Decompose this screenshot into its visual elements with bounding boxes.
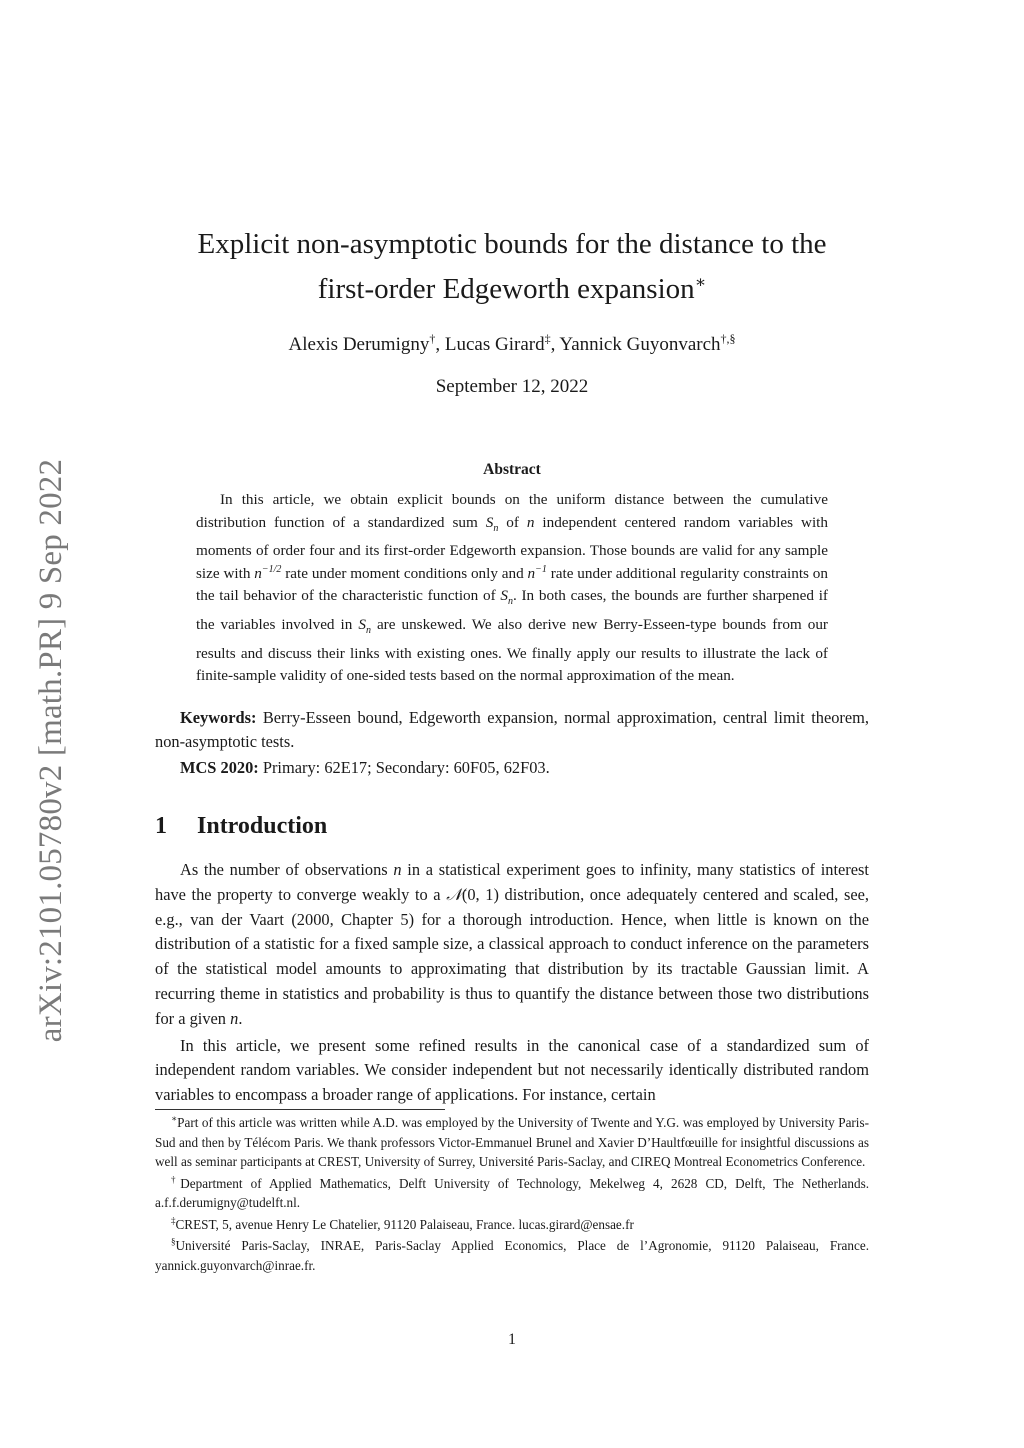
author-name: Alexis Derumigny [288, 334, 430, 355]
paper-title [150, 222, 874, 312]
abstract-fragment: rate under moment conditions only and [281, 564, 528, 582]
footnote-text: Part of this article was written while A.D. was employed by the University of Twente and Y.G. was employed by University Paris-Sud and then by Télécom Paris. We thank professors Victor-Emmanuel Brunel and Xavier D’Haultfœuille for insightful discussions as well as seminar participants at CREST, University of Surrey, Université Paris-Saclay, and CIREQ Montreal Econometrics Conference. [155, 1115, 869, 1169]
footnote-mark: ‡ [171, 1215, 176, 1226]
footnote [155, 1113, 869, 1172]
keywords [155, 706, 869, 754]
math-n-rate-one: $n^{-1}$ [527, 563, 547, 582]
math-S-n: $S_n$ [485, 513, 499, 534]
paragraph: As the number of observations n in a statistical experiment goes to infinity, many statistics of interest have the property to converge weakly to a 𝒩(0, 1) distribution, once adequately centered and scaled, see, e.g., van der Vaart (2000, Chapter 5) for a thorough introduction. Hence, when little is known on the distribution of a statistic for a fixed sample size, a classical approach to conduct inference on the parameters of the statistical model amounts to approximating that distribution by its tractable Gaussian limit. A recurring theme in statistics and probability is thus to quantify the distance between those two distributions for a given n. [155, 860, 869, 1028]
author-name: Lucas Girard [444, 334, 545, 355]
author-list [150, 332, 874, 358]
arxiv-identifier: arXiv:2101.05780v2 [math.PR] 9 Sep 2022 [33, 458, 70, 1042]
footnote-mark: § [171, 1236, 176, 1247]
publication-date: September 12, 2022 [435, 376, 589, 397]
author-affiliation-mark: †,§ [720, 331, 736, 346]
keywords-label: Keywords: [180, 708, 257, 727]
abstract-fragment: . In both cases, the bounds are further sharpened if the variables involved in [196, 587, 828, 634]
footnote [155, 1236, 869, 1275]
math-normal-dist: 𝒩(0, 1) [446, 884, 499, 904]
footnote-text: CREST, 5, avenue Henry Le Chatelier, 91120 Palaiseau, France. lucas.girard@ensae.fr [175, 1216, 634, 1232]
msc-text: Primary: 62E17; Secondary: 60F05, 62F03. [258, 758, 550, 777]
footnote [155, 1215, 869, 1235]
section-title: Introduction [197, 813, 328, 839]
footnote [155, 1174, 869, 1213]
author-affiliation-mark: ‡ [544, 331, 551, 346]
math-n: n [230, 1008, 239, 1028]
section-number: 1 [155, 813, 167, 839]
footnote-mark: † [171, 1174, 181, 1185]
footnote-mark: ∗ [171, 1113, 178, 1124]
math-n: n [526, 513, 535, 531]
footnote-text: Department of Applied Mathematics, Delft University of Technology, Mekelweg 4, 2628 CD, Delft, The Netherlands. a.f.f.derumigny@tudelft.nl. [155, 1175, 869, 1210]
abstract-fragment: are unskewed. We also derive new Berry-Esseen-type bounds from our results and discuss their links with existing ones. We finally apply our results to illustrate the lack of finite-sample validity of one-sided tests based on the normal approximation of the mean. [196, 616, 828, 685]
footnote-text: Université Paris-Saclay, INRAE, Paris-Saclay Applied Economics, Place de l’Agronomie, 91120 Palaiseau, France. yannick.guyonvarch@inrae.fr. [155, 1238, 869, 1273]
abstract-text [196, 489, 828, 688]
author-separator: , [550, 334, 556, 355]
math-n-rate-half: $n^{-1/2}$ [254, 563, 282, 582]
introduction-body [155, 858, 869, 1108]
title-line-2: first-order Edgeworth expansion [317, 273, 695, 305]
paragraph: In this article, we present some refined results in the canonical case of a standardized sum of independent random variables. We consider independent but not necessarily identically distributed random variables to encompass a broader range of applications. For instance, certain [155, 1035, 869, 1105]
footnote-divider [155, 1109, 445, 1110]
math-S-n: $S_n$ [358, 616, 371, 637]
abstract-fragment: rate under additional regularity constraints on the tail behavior of the characteristic function of [196, 564, 828, 605]
msc-label: MCS 2020: [180, 758, 259, 777]
author-separator: , [435, 334, 441, 355]
author-name: Yannick Guyonvarch [559, 334, 721, 355]
footnotes [155, 1113, 869, 1277]
title-footnote-mark: ∗ [694, 272, 707, 292]
abstract-fragment: independent centered random variables with moments of order four and its first-order Edgeworth expansion. Those bounds are valid for any sample size with [196, 513, 828, 582]
author-affiliation-mark: † [429, 331, 436, 346]
arxiv-margin-stamp [30, 440, 74, 1060]
abstract-fragment: of [498, 513, 527, 531]
math-n: n [393, 860, 402, 879]
abstract-fragment: In this article, we obtain explicit bounds on the uniform distance between the cumulative distribution function of a standardized sum [196, 491, 828, 531]
page-number: 1 [508, 1331, 516, 1348]
section-heading [155, 810, 327, 842]
math-S-n: $S_n$ [500, 587, 513, 608]
keywords-text: Berry-Esseen bound, Edgeworth expansion, normal approximation, central limit theorem, non-asymptotic tests. [155, 708, 869, 751]
abstract-heading: Abstract [483, 461, 541, 478]
title-line-1: Explicit non-asymptotic bounds for the distance to the [197, 228, 827, 260]
msc-classification [155, 756, 869, 780]
